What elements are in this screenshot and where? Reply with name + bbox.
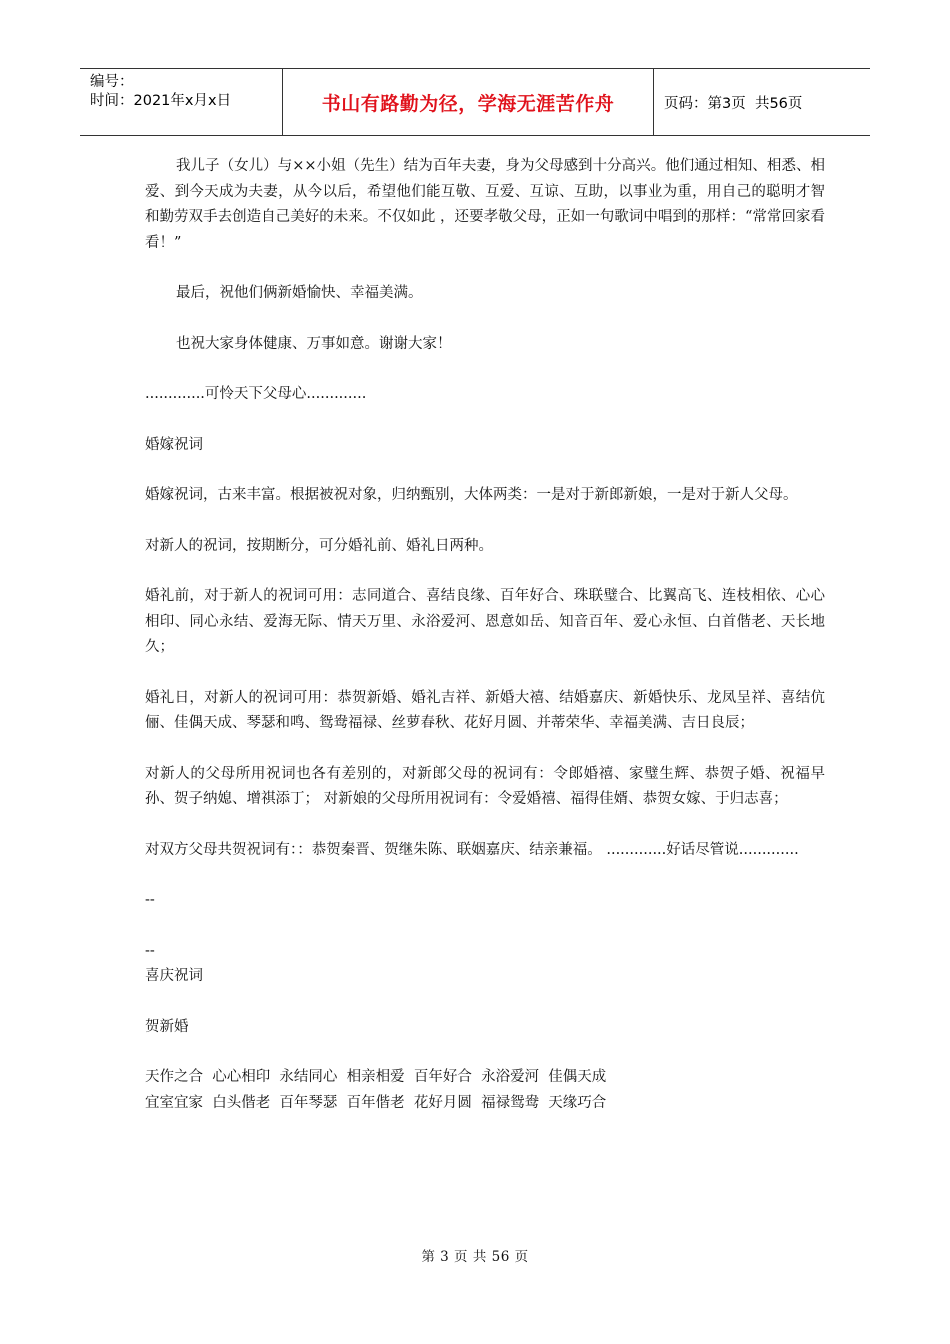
paragraph-both-parents: 对双方父母共贺祝词有：：恭贺秦晋、贺继朱陈、联姻嘉庆、结亲兼福。 .............好话尽管说............. bbox=[145, 841, 799, 858]
document-body bbox=[145, 154, 825, 1116]
paragraph-parents: 对新人的父母所用祝词也各有差别的，对新郎父母的祝词有：令郎婚禧、家璧生辉、恭贺子婚、祝福早孙、贺子纳媳、增祺添丁； 对新娘的父母所用祝词有：令爱婚禧、福得佳婿、恭贺女嫁、于归志喜； bbox=[145, 765, 825, 807]
paragraph-thanks: 也祝大家身体健康、万事如意。谢谢大家！ bbox=[176, 335, 452, 352]
header-motto: 书山有路勤为径，学海无涯苦作舟 bbox=[282, 69, 654, 135]
paragraph-intro: 婚嫁祝词，古来丰富。根据被祝对象，归纳甄别，大体两类：一是对于新郎新娘，一是对于新人父母。 bbox=[145, 487, 798, 503]
header-meta bbox=[80, 69, 282, 135]
date-label: 时间：2021年x月x日 bbox=[90, 93, 232, 109]
separator-dash: -- bbox=[145, 942, 155, 959]
paragraph-wish: 最后，祝他们俩新婚愉快、幸福美满。 bbox=[176, 285, 423, 301]
paragraph-before-wedding: 婚礼前，对于新人的祝词可用：志同道合、喜结良缘、百年好合、珠联璧合、比翼高飞、连枝相依、心心相印、同心永结、爱海无际、情天万里、永浴爱河、恩意如岳、知音百年、爱心永恒、白首偕老、天长地久； bbox=[145, 588, 825, 655]
number-label: 编号： bbox=[90, 74, 134, 90]
section-title-celebration: 喜庆祝词 bbox=[145, 968, 203, 984]
document-header bbox=[80, 68, 870, 136]
page-footer: 第 3 页 共 56 页 bbox=[421, 1249, 529, 1265]
divider-text: .............可怜天下父母心............. bbox=[145, 386, 367, 402]
section-title-wedding-blessings: 婚嫁祝词 bbox=[145, 436, 203, 453]
separator-dash: -- bbox=[145, 892, 155, 908]
blessing-line: 宜室宜家 白头偕老 百年琴瑟 百年偕老 花好月圆 福禄鸳鸯 天缘巧合 bbox=[145, 1094, 607, 1111]
header-page-code bbox=[654, 69, 870, 135]
blessing-line: 天作之合 心心相印 永结同心 相亲相爱 百年好合 永浴爱河 佳偶天成 bbox=[145, 1069, 607, 1085]
paragraph-wedding-day: 婚礼日，对新人的祝词可用：恭贺新婚、婚礼吉祥、新婚大禧、结婚嘉庆、新婚快乐、龙凤呈祥、喜结伉俪、佳偶天成、琴瑟和鸣、鸳鸯福禄、丝萝春秋、花好月圆、并蒂荣华、幸福美满、吉日良辰； bbox=[145, 689, 825, 731]
paragraph-speech: 我儿子（女儿）与××小姐（先生）结为百年夫妻，身为父母感到十分高兴。他们通过相知、相悉、相爱、到今天成为夫妻，从今以后，希望他们能互敬、互爱、互谅、互助，以事业为重，用自己的聪明才智和勤劳双手去创造自己美好的未来。不仅如此 ，还要孝敬父母，正如一句歌词中唱到的那样：“常常回家看看！” bbox=[145, 158, 825, 251]
section-title-new-marriage: 贺新婚 bbox=[145, 1018, 189, 1035]
paragraph-classification: 对新人的祝词，按期断分，可分婚礼前、婚礼日两种。 bbox=[145, 537, 493, 554]
page-code-text: 页码：第3页 共56页 bbox=[664, 95, 803, 112]
